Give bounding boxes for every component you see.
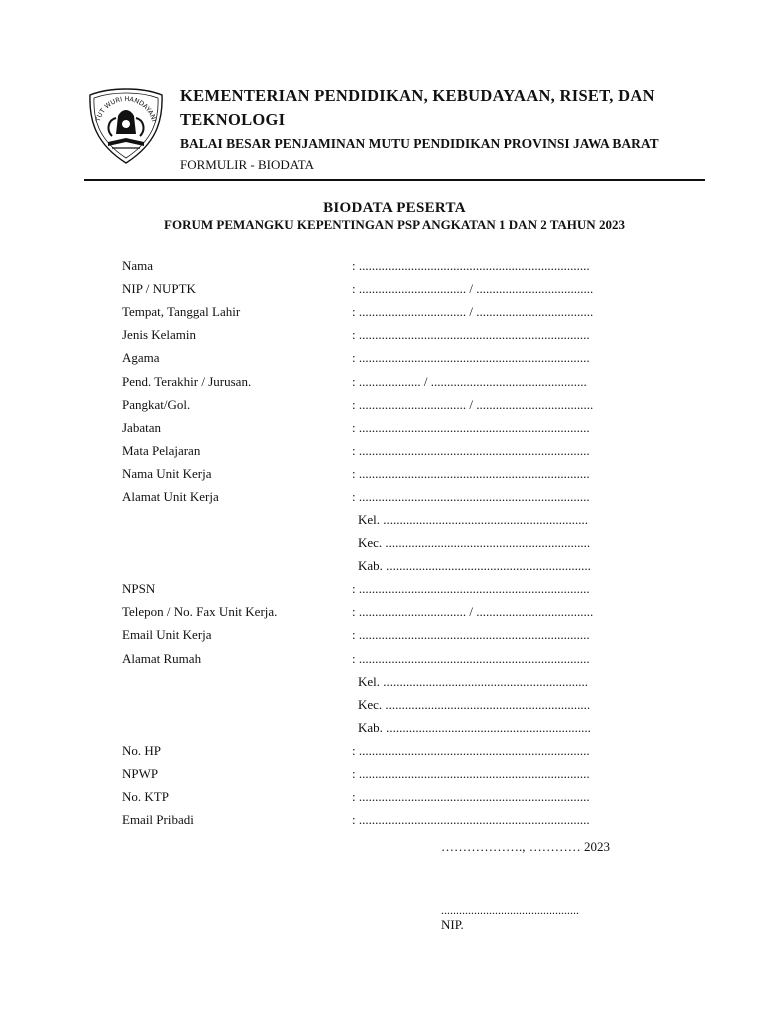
tut-wuri-handayani-logo [82,86,170,166]
field-value[interactable]: : ....................................................................... [352,627,590,642]
field-mata-pelajaran [0,443,768,463]
field-label: Nama [122,258,154,273]
field-nama-unit-kerja [0,466,768,486]
field-label: Jabatan [122,420,161,435]
home-address-kelurahan[interactable]: Kel. ............................................................... [358,674,589,689]
logo-text: TUT WURI HANDAYANI [93,94,159,123]
field-label: Telepon / No. Fax Unit Kerja. [122,604,278,619]
form-name: FORMULIR - BIODATA [180,157,315,172]
signature-nip-label: NIP. [441,917,464,932]
field-value[interactable]: : ....................................................................... [352,258,590,273]
field-value[interactable]: : ....................................................................... [352,350,590,365]
field-label: Pend. Terakhir / Jurusan. [122,374,252,389]
field-value[interactable]: : ....................................................................... [352,443,590,458]
field-label: Jenis Kelamin [122,327,197,342]
header-divider [84,179,705,181]
field-value[interactable]: : ................................. / .................................... [352,281,594,296]
field-label: NPSN [122,581,156,596]
field-label: NPWP [122,766,159,781]
field-label: Alamat Rumah [122,651,202,666]
field-value[interactable]: : ................................. / .................................... [352,304,594,319]
field-no-ktp [0,789,768,809]
ministry-name: KEMENTERIAN PENDIDIKAN, KEBUDAYAAN, RISET, DAN TEKNOLOGI [180,86,655,129]
home-address-kabupaten[interactable]: Kab. ............................................................... [358,720,591,735]
field-value[interactable]: : ....................................................................... [352,466,590,481]
signature-date-place[interactable]: ………………., ………… 2023 [441,839,610,854]
field-label: Email Unit Kerja [122,627,212,642]
field-tempat-tanggal-lahir [0,304,768,324]
field-value[interactable]: : ................... / ................................................ [352,374,587,389]
field-jenis-kelamin [0,327,768,347]
document-title: BIODATA PESERTA [323,200,466,216]
field-value[interactable]: : ....................................................................... [352,743,590,758]
field-label: Pangkat/Gol. [122,397,191,412]
field-alamat-rumah [0,651,768,671]
field-telepon-fax [0,604,768,624]
field-value[interactable]: : ....................................................................... [352,766,590,781]
field-nip-nuptk [0,281,768,301]
field-value[interactable]: : ....................................................................... [352,327,590,342]
document-subtitle: FORUM PEMANGKU KEPENTINGAN PSP ANGKATAN 1 DAN 2 TAHUN 2023 [164,217,625,232]
home-address-kecamatan[interactable]: Kec. ............................................................... [358,697,591,712]
field-value[interactable]: : ....................................................................... [352,789,590,804]
field-npwp [0,766,768,786]
field-value[interactable]: : ....................................................................... [352,651,590,666]
field-alamat-unit-kerja [0,489,768,509]
field-label: Agama [122,350,160,365]
unit-address-kecamatan[interactable]: Kec. ............................................................... [358,535,591,550]
letterhead [180,84,720,174]
field-label: Email Pribadi [122,812,194,827]
field-label: No. HP [122,743,162,758]
field-value[interactable]: : ....................................................................... [352,420,590,435]
field-npsn [0,581,768,601]
field-email-unit-kerja [0,627,768,647]
field-value[interactable]: : ................................. / .................................... [352,604,594,619]
institution-name: BALAI BESAR PENJAMINAN MUTU PENDIDIKAN PROVINSI JAWA BARAT [180,136,659,151]
field-value[interactable]: : ................................. / .................................... [352,397,594,412]
field-label: Mata Pelajaran [122,443,201,458]
field-jabatan [0,420,768,440]
field-label: No. KTP [122,789,169,804]
field-pangkat-gol [0,397,768,417]
field-no-hp [0,743,768,763]
field-value[interactable]: : ....................................................................... [352,581,590,596]
unit-address-kabupaten[interactable]: Kab. ............................................................... [358,558,591,573]
signature-name-line[interactable]: .............................................. [441,903,579,917]
field-pendidikan-terakhir [0,374,768,394]
unit-address-kelurahan[interactable]: Kel. ............................................................... [358,512,589,527]
field-label: Tempat, Tanggal Lahir [122,304,241,319]
field-label: NIP / NUPTK [122,281,196,296]
field-label: Nama Unit Kerja [122,466,212,481]
field-email-pribadi [0,812,768,832]
field-agama [0,350,768,370]
field-label: Alamat Unit Kerja [122,489,219,504]
field-nama [0,258,768,278]
field-value[interactable]: : ....................................................................... [352,812,590,827]
field-value[interactable]: : ....................................................................... [352,489,590,504]
